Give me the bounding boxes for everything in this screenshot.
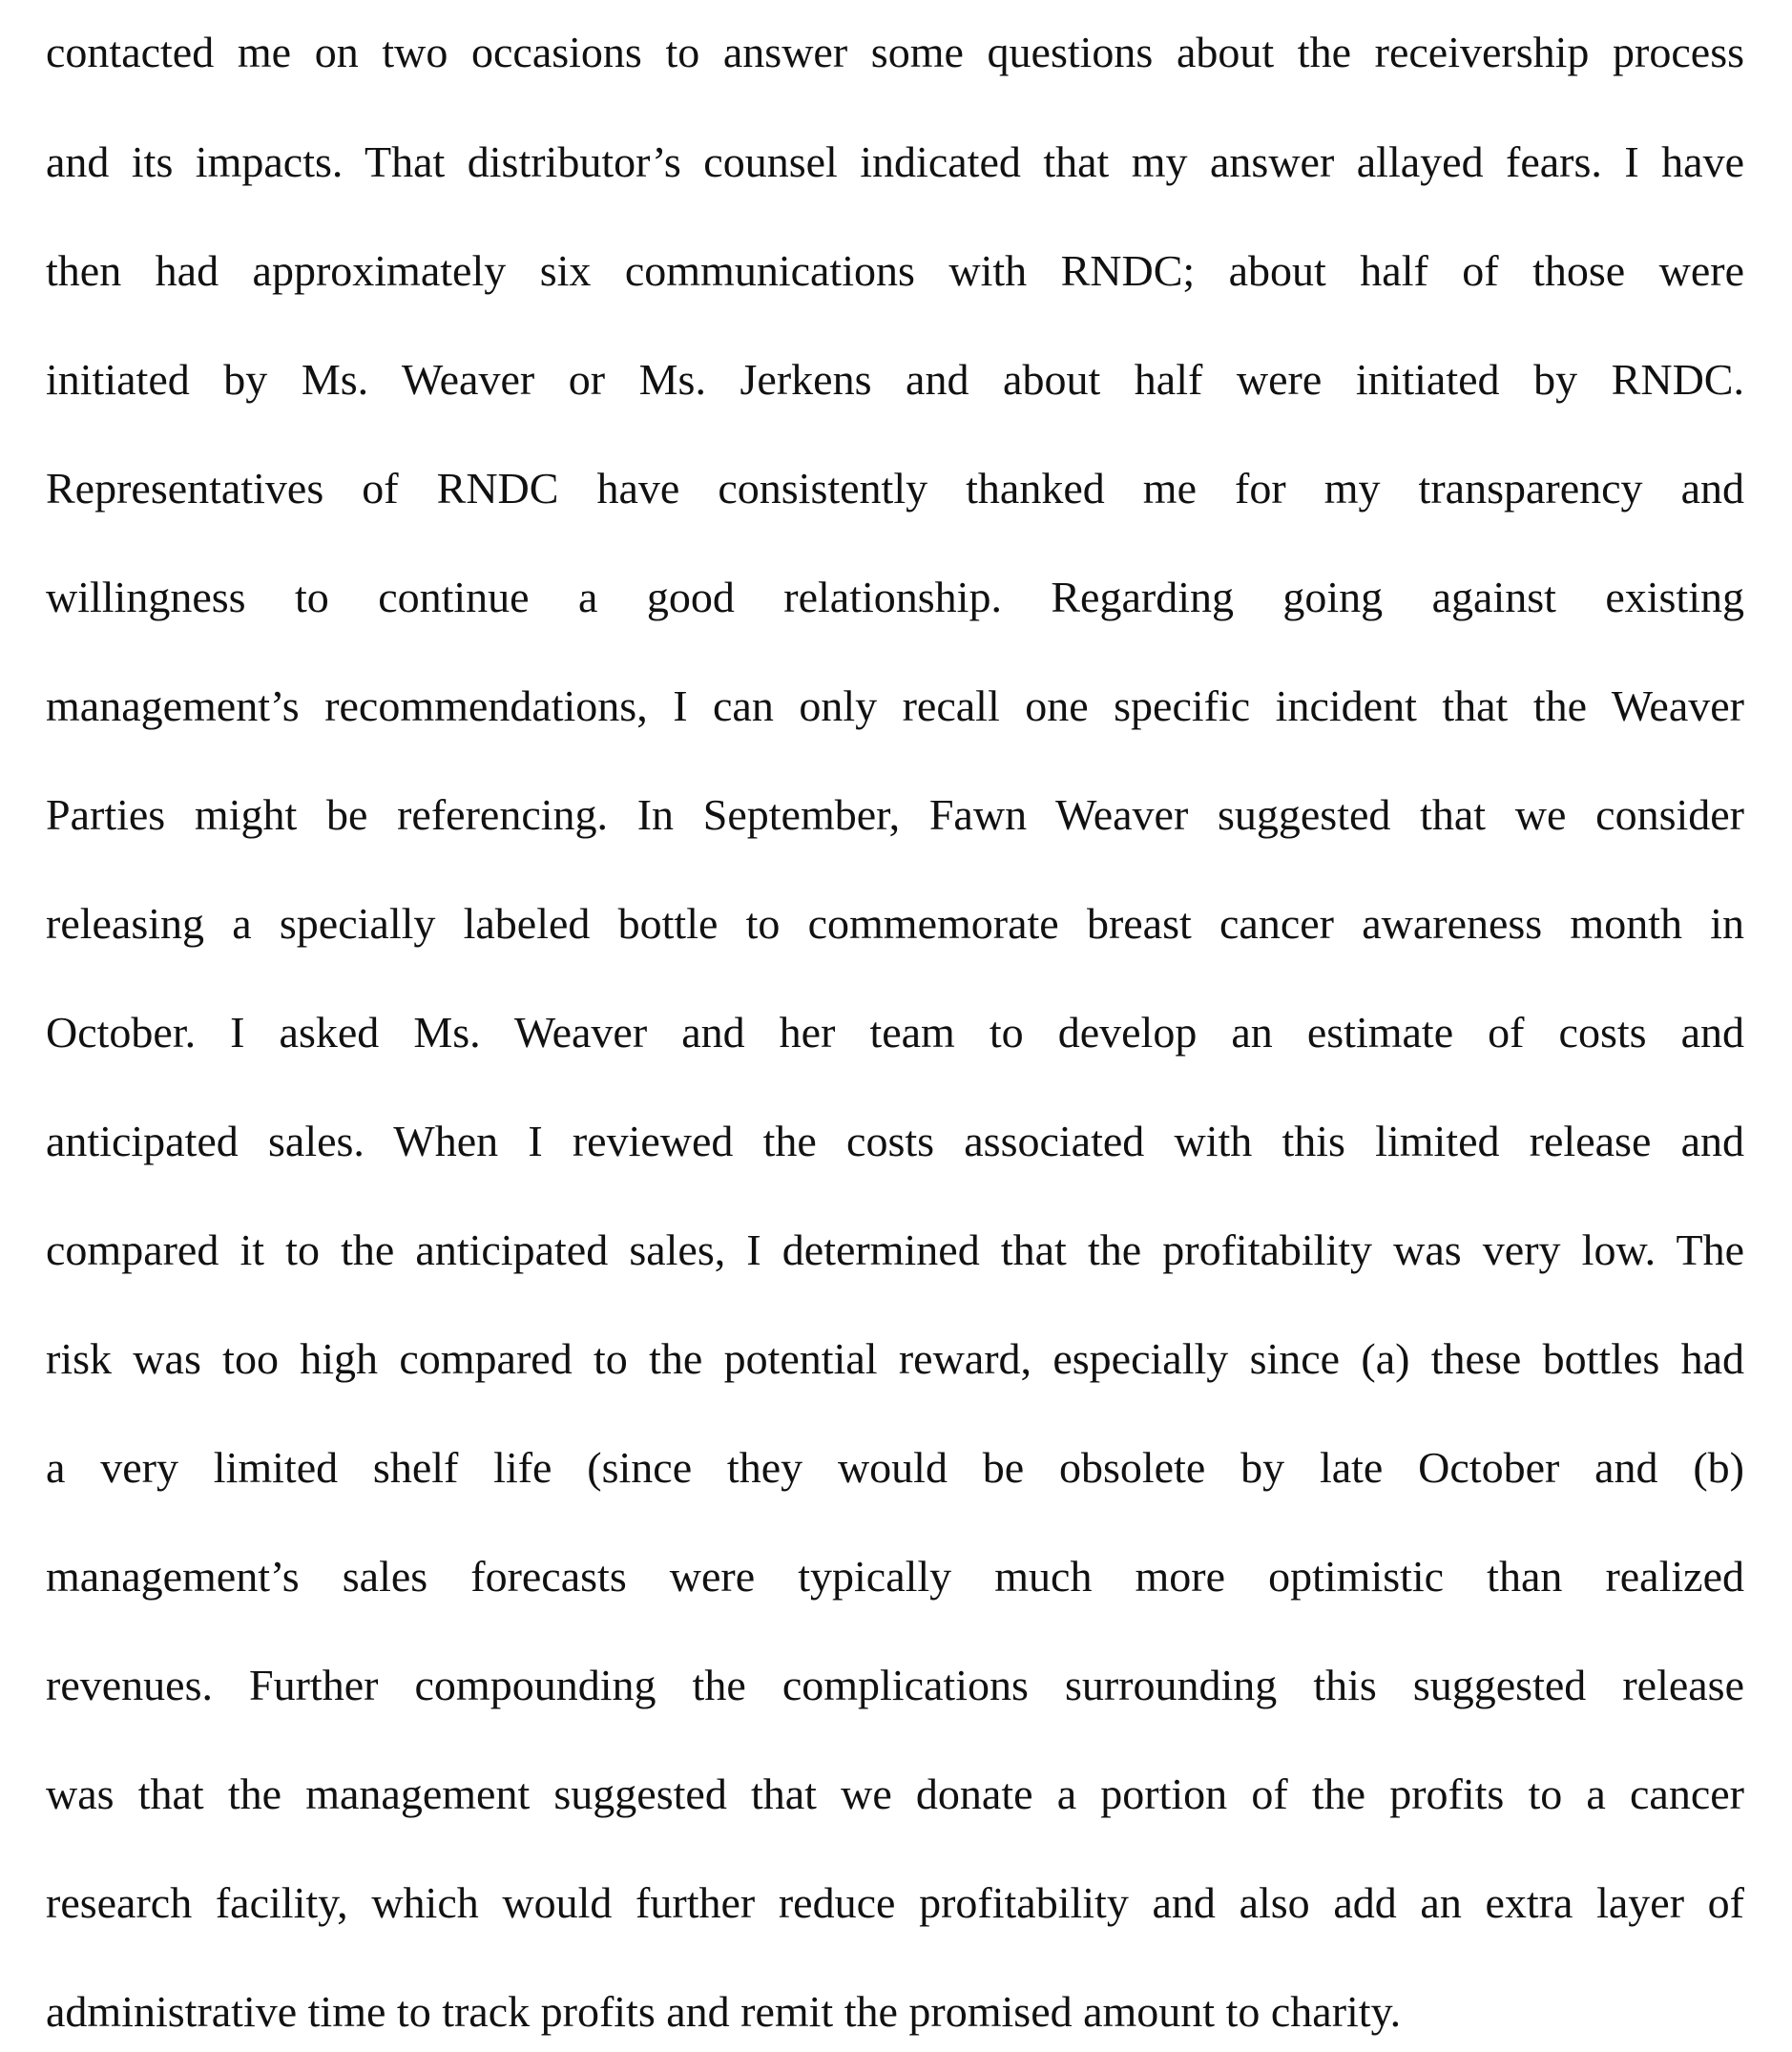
text-line-13: risk was too high compared to the potential reward, especially since (a) these bottles had [46,1334,1744,1383]
text-line-19: administrative time to track profits and remit the promised amount to charity. [46,1987,1402,2036]
text-line-18: research facility, which would further reduce profitability and also add an extra layer of [46,1878,1744,1927]
text-line-16: revenues. Further compounding the complications surrounding this suggested release [46,1661,1744,1709]
text-line-8: Parties might be referencing. In September, Fawn Weaver suggested that we consider [46,790,1744,839]
text-line-6: willingness to continue a good relationship. Regarding going against existing [46,573,1744,621]
text-line-12: compared it to the anticipated sales, I determined that the profitability was very low. The [46,1225,1744,1274]
text-line-3: then had approximately six communications with RNDC; about half of those were [46,246,1744,295]
text-line-5: Representatives of RNDC have consistently thanked me for my transparency and [46,464,1744,513]
text-line-14: a very limited shelf life (since they would be obsolete by late October and (b) [46,1443,1744,1492]
text-line-2: and its impacts. That distributor’s counsel indicated that my answer allayed fears. I have [46,137,1744,186]
text-line-10: October. I asked Ms. Weaver and her team to develop an estimate of costs and [46,1008,1744,1057]
text-line-9: releasing a specially labeled bottle to commemorate breast cancer awareness month in [46,899,1744,948]
text-line-15: management’s sales forecasts were typically much more optimistic than realized [46,1552,1744,1601]
text-line-11: anticipated sales. When I reviewed the costs associated with this limited release and [46,1117,1744,1165]
text-line-7: management’s recommendations, I can only recall one specific incident that the Weaver [46,681,1744,730]
text-line-17: was that the management suggested that we donate a portion of the profits to a cancer [46,1769,1744,1818]
text-line-1: contacted me on two occasions to answer some questions about the receivership process [46,28,1744,76]
text-line-4: initiated by Ms. Weaver or Ms. Jerkens and about half were initiated by RNDC. [46,355,1744,404]
